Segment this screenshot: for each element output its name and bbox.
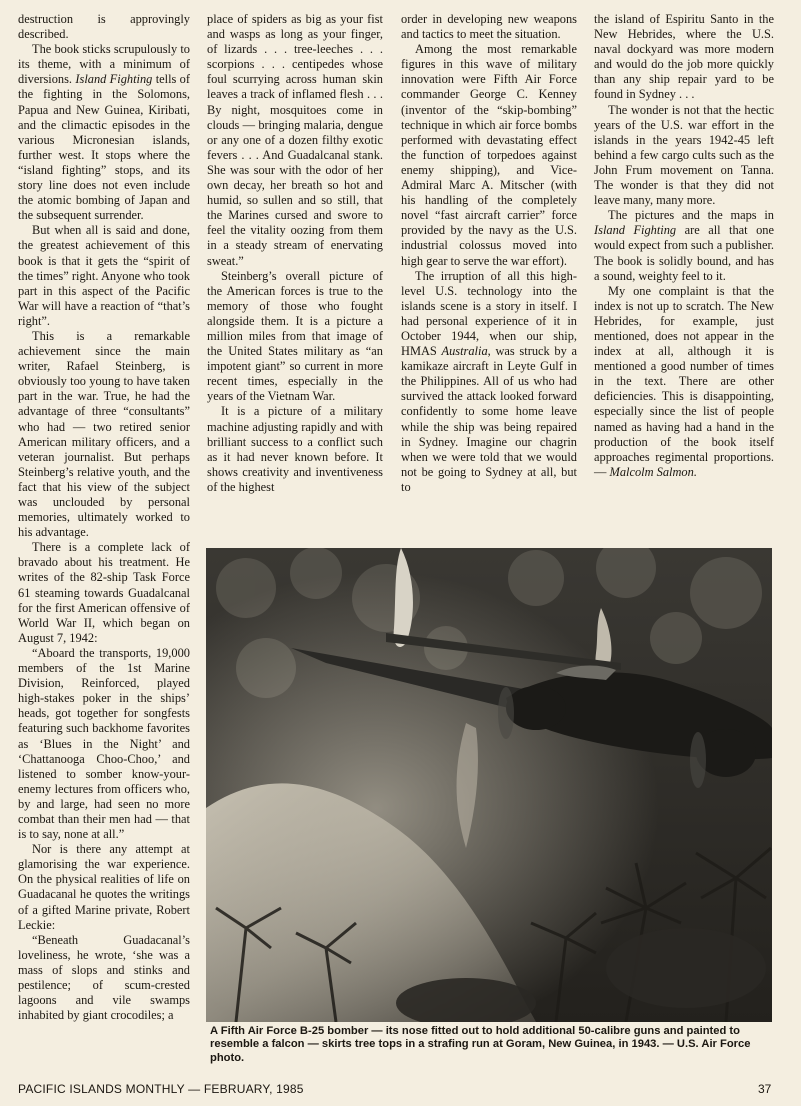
text-run: But when all is said and done, the greatest achievement of this book is that it gets the “spirit of the times” right. Anyone who took part in this aspect of the Pacific War will have a reaction of “that’s right”. (18, 223, 190, 328)
article-paragraph (594, 208, 774, 283)
bomber-over-treetops-image (206, 548, 772, 1022)
article-paragraph (401, 42, 577, 268)
text-run: It is a picture of a military machine adjusting rapidly and with brilliant success to a conflict such as it had never known before. It shows creativity and inventiveness of the highest (207, 404, 383, 494)
article-paragraph (594, 103, 774, 209)
text-run: The irruption of all this high-level U.S. technology into the islands scene is a story in itself. I had personal experience of it in October 1944, when our ship, HMAS (401, 268, 577, 359)
article-paragraph (18, 223, 190, 329)
text-run: This is a remarkable achievement since the main writer, Rafael Steinberg, is obviously too young to have taken part in the war. True, he had the advantage of three “consultants” who had — two retired senior American military officers, and a veteran journalist. But perhaps Steinberg’s relative youth, and the fact that his view of the subject was unclouded by personal memories, ultimately worked to his advantage. (18, 328, 190, 540)
article-paragraph (18, 12, 190, 42)
article-column-4 (594, 12, 774, 480)
article-column-3 (401, 12, 577, 495)
text-run: My one complaint is that the index is not up to scratch. The New Hebrides, for example, just mentioned, does not appear in the index at all, although it is mentioned a good number of times in the text. There are other deficiencies. This is disappointing, especially since the list of people named as having had a hand in the production of the book itself approaches regimental proportions. — (594, 283, 774, 479)
italic-text: Australia (441, 344, 488, 359)
article-paragraph (18, 540, 190, 646)
text-run: destruction is approvingly described. (18, 12, 190, 42)
article-paragraph (18, 842, 190, 933)
text-run: order in developing new weapons and tactics to meet the situation. (401, 12, 577, 42)
article-paragraph (18, 646, 190, 842)
article-paragraph (18, 933, 190, 1024)
text-run: There is a complete lack of bravado about his treatment. He writes of the 82-ship Task Force 61 steaming towards Guadalcanal for the first American offensive of World War II, which began on August 7, 1942: (18, 540, 190, 645)
page-number: 37 (758, 1082, 772, 1096)
text-run: Steinberg’s overall picture of the American forces is true to the memory of those who fought alongside them. It is a picture a million miles from that image of the United States military as “an impotent giant” so current in more recent times, especially in the years of the Vietnam War. (207, 268, 383, 404)
text-run: The pictures and the maps in (608, 208, 774, 223)
b25-bomber-photo (206, 548, 772, 1022)
text-run: Among the most remarkable figures in this wave of military innovation were Fifth Air Force commander George C. Kenney (inventor of the “skip-bombing” technique in which air force bombs performed with devastating effect the function of torpedoes against enemy shipping), and Vice-Admiral Marc A. Mitscher (with his handling of the completely novel “fast aircraft carrier” force provided by the navy as the U.S. industrial colossus moved into high gear to serve the war effort). (401, 42, 577, 268)
text-run: “Beneath Guadacanal’s loveliness, he wrote, ‘she was a mass of slops and stinks and pestilence; of scum-crested lagoons and vile swamps inhabited by giant crocodiles; a (18, 932, 190, 1023)
article-paragraph (594, 12, 774, 103)
italic-text: Island Fighting (594, 223, 677, 238)
article-paragraph (207, 269, 383, 405)
text-run: place of spiders as big as your fist and wasps as long as your finger, of lizards . . . tree-leeches . . . scorpions . . . centipedes whose foul scurrying across human skin leaves a track of inflamed flesh . . . By night, mosquitoes come in clouds — bringing malaria, dengue or any one of a dozen filthy exotic fevers . . . And Guadalcanal stank. She was sour with the odor of her own decay, her breath so hot and humid, so sullen and so still, that the Marines cursed and swore to feel the vitality oozing from them in a steady stream of enervating sweat.” (207, 12, 383, 268)
article-column-1 (18, 12, 190, 1023)
article-paragraph (207, 404, 383, 495)
italic-text: Malcolm Salmon. (609, 464, 697, 479)
text-run: Nor is there any attempt at glamorising the war experience. On the physical realities of life on Guadacanal he quotes the writings of a gifted Marine private, Robert Leckie: (18, 842, 190, 932)
publication-footer: PACIFIC ISLANDS MONTHLY — FEBRUARY, 1985 (18, 1082, 304, 1096)
text-run: The book sticks scrupulously to its theme, with a minimum of diversions. (18, 42, 190, 87)
article-paragraph (18, 329, 190, 540)
text-run: tells of the fighting in the Solomons, Papua and New Guinea, Kiribati, and the climactic episodes in the various Micronesian islands, further west. It stops where the “island fighting” stops, and its story line does not even include the atomic bombing of Japan and the subsequent surrender. (18, 72, 190, 223)
article-paragraph (594, 284, 774, 480)
italic-text: Island Fighting (75, 72, 153, 87)
text-run: , was struck by a kamikaze aircraft in Leyte Gulf in the Philippines. All of us who had survived the attack looked forward confidently to some home leave while the ship was being repaired in Sydney. Imagine our chagrin when we were told that we would not be going to Sydney at all, but to (401, 344, 577, 494)
text-run: are all that one would expect from such a publisher. The book is solidly bound, and has a sound, weighty feel to it. (594, 223, 774, 283)
text-run: the island of Espiritu Santo in the New Hebrides, where the U.S. naval dockyard was more modern and would do the job more quickly than any ship repair yard to be found in Sydney . . . (594, 12, 774, 102)
article-paragraph (401, 269, 577, 495)
article-column-2 (207, 12, 383, 495)
photo-caption: A Fifth Air Force B-25 bomber — its nose fitted out to hold additional 50-calibre guns and painted to resemble a falcon — skirts tree tops in a strafing run at Goram, New Guinea, in 1943. — U.S. Air Force photo. (210, 1025, 751, 1064)
text-run: The wonder is not that the hectic years of the U.S. war effort in the islands in the years 1942-45 left behind a few cargo cults such as the John Frum movement on Tanna. The wonder is that they did not leave many, many more. (594, 102, 774, 208)
article-paragraph (18, 42, 190, 223)
article-paragraph (401, 12, 577, 42)
article-paragraph (207, 12, 383, 269)
text-run: “Aboard the transports, 19,000 members of the 1st Marine Division, Reinforced, played high-stakes poker in the ships’ heads, got together for songfests featuring such backhome favorites as ‘Blues in the Night’ and ‘Chattanooga Choo-Choo,’ and listened to somber know-your-enemy lectures from officers who, by and large, had seen no more combat than their men had — that is to say, none at all.” (18, 645, 190, 842)
